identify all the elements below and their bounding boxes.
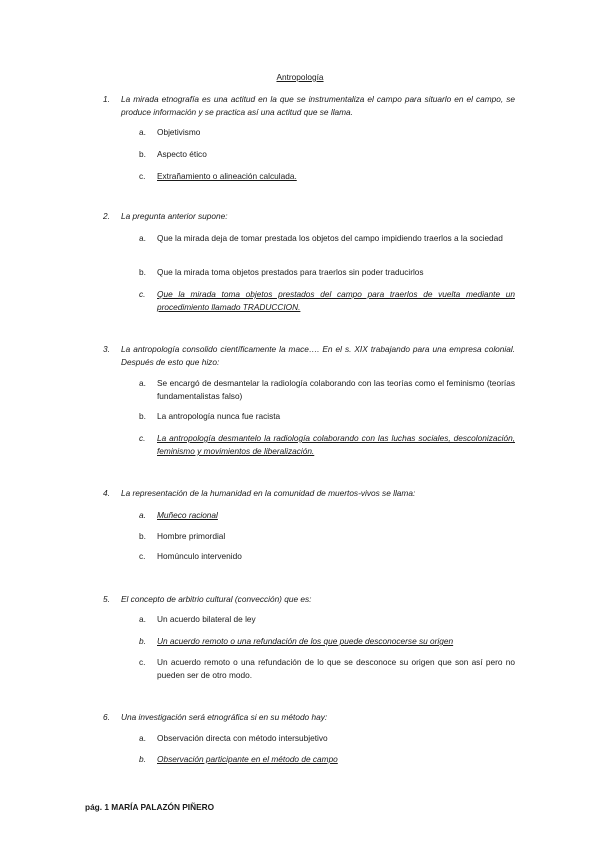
option-text: Observación directa con método intersubjetivo <box>157 733 328 743</box>
option-text: Que la mirada toma objetos prestados para traerlos sin poder traducirlos <box>157 267 424 277</box>
option-letter: a. <box>139 510 146 520</box>
option-letter: c. <box>139 657 146 667</box>
option-3a <box>139 377 515 403</box>
option-5b-correct <box>139 635 515 648</box>
option-text: Que la mirada deja de tomar prestada los objetos del campo impidiendo traerlos a la sociedad <box>157 233 503 243</box>
option-text: La antropología desmantelo la radiología colaborando con las luchas sociales, descolonización, feminismo y movimientos de liberalización. <box>157 433 515 456</box>
option-letter: c. <box>139 433 146 443</box>
option-3b <box>139 410 515 423</box>
question-text: La representación de la humanidad en la comunidad de muertos-vivos se llama: <box>121 488 416 498</box>
page-title: Antropología <box>276 72 324 82</box>
option-4b <box>139 530 515 543</box>
option-1c-correct <box>139 170 515 183</box>
question-number: 1. <box>103 94 110 104</box>
question-text: La mirada etnografía es una actitud en la que se instrumentaliza el campo para situarlo en el campo, se produce información y se practica así una actitud que se llama. <box>121 94 515 117</box>
option-text: Un acuerdo remoto o una refundación de los que puede desconocerse su origen <box>157 636 454 646</box>
question-number: 3. <box>103 344 110 354</box>
option-2a <box>139 232 515 245</box>
option-text: Observación participante en el método de campo <box>157 754 338 764</box>
option-1b <box>139 148 515 161</box>
question-number: 6. <box>103 712 110 722</box>
option-text: Que la mirada toma objetos prestados del campo para traerlos de vuelta mediante un procedimiento llamado TRADUCCION. <box>157 289 515 312</box>
option-text: La antropología nunca fue racista <box>157 411 281 421</box>
option-text: Extrañamiento o alineación calculada. <box>157 171 297 181</box>
option-text: Un acuerdo bilateral de ley <box>157 614 256 624</box>
option-6b-correct <box>139 753 515 766</box>
option-4a-correct <box>139 509 515 522</box>
page-footer: pág. 1 MARÍA PALAZÓN PIÑERO <box>85 802 215 812</box>
option-letter: b. <box>139 754 146 764</box>
question-number: 5. <box>103 594 110 604</box>
option-letter: c. <box>139 551 146 561</box>
question-number: 2. <box>103 211 110 221</box>
question-text: La antropología consolido científicamente la mace…. En el s. XIX trabajando para una empresa colonial. Después de esto que hizo: <box>121 344 515 367</box>
option-text: Muñeco racional <box>157 510 218 520</box>
question-1 <box>103 93 515 119</box>
question-6 <box>103 711 515 724</box>
option-3c-correct <box>139 432 515 458</box>
option-letter: a. <box>139 127 146 137</box>
option-text: Objetivismo <box>157 127 201 137</box>
option-5a <box>139 613 515 626</box>
question-5 <box>103 593 515 606</box>
option-letter: c. <box>139 289 146 299</box>
option-text: Se encargó de desmantelar la radiología colaborando con las teorías como el feminismo (teorías fundamentalistas falso) <box>157 378 515 401</box>
option-1a <box>139 126 515 139</box>
option-letter: a. <box>139 614 146 624</box>
option-text: Aspecto ético <box>157 149 207 159</box>
option-letter: b. <box>139 636 146 646</box>
option-2b <box>139 266 515 279</box>
option-letter: a. <box>139 233 146 243</box>
option-letter: c. <box>139 171 146 181</box>
question-4 <box>103 487 515 500</box>
question-text: La pregunta anterior supone: <box>121 211 228 221</box>
option-text: Homúnculo intervenido <box>157 551 242 561</box>
question-3 <box>103 343 515 369</box>
question-text: El concepto de arbitrio cultural (convección) que es: <box>121 594 312 604</box>
option-letter: b. <box>139 267 146 277</box>
option-2c-correct <box>139 288 515 314</box>
option-text: Hombre primordial <box>157 531 226 541</box>
option-letter: a. <box>139 378 146 388</box>
option-6a <box>139 732 515 745</box>
option-letter: a. <box>139 733 146 743</box>
question-text: Una investigación será etnográfica si en su método hay: <box>121 712 328 722</box>
option-4c <box>139 550 515 563</box>
option-letter: b. <box>139 531 146 541</box>
question-number: 4. <box>103 488 110 498</box>
option-letter: b. <box>139 149 146 159</box>
question-2 <box>103 210 515 223</box>
option-5c <box>139 656 515 682</box>
option-text: Un acuerdo remoto o una refundación de lo que se desconoce su origen que son así pero no pueden ser de otro modo. <box>157 657 515 680</box>
option-letter: b. <box>139 411 146 421</box>
